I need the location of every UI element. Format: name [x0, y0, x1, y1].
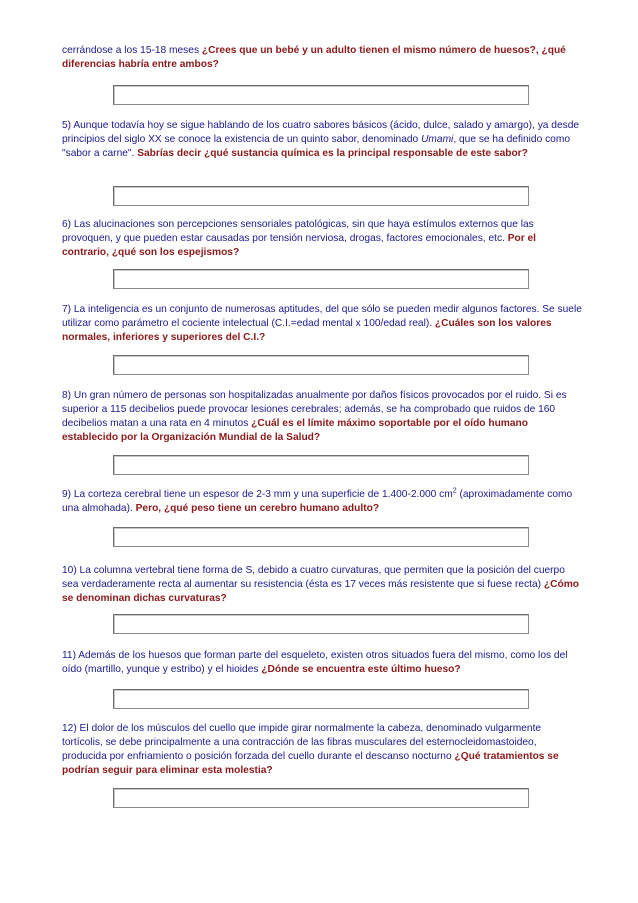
answer-field-5[interactable]	[113, 186, 529, 206]
question-6-text: 6) Las alucinaciones son percepciones sensoriales patológicas, sin que haya estímulos externos que las provoquen, y que pueden estar causadas por tensión nerviosa, drogas, factores emocionales, etc. Por el contrario, ¿qué son los espejismos?	[62, 219, 537, 258]
question-7-text: 7) La inteligencia es un conjunto de numerosas aptitudes, del que sólo se pueden medir algunos factores. Se suele utilizar como parámetro el cociente intelectual (C.I.=edad mental x 100/edad real). ¿Cuáles son los valores normales, inferiores y superiores del C.I.?	[62, 304, 582, 343]
question-4-text: cerrándose a los 15-18 meses ¿Crees que un bebé y un adulto tienen el mismo número de huesos?, ¿qué diferencias habría entre ambos?	[62, 45, 566, 70]
answer-field-8[interactable]	[113, 455, 529, 475]
answer-field-10[interactable]	[113, 614, 529, 634]
answer-field-9[interactable]	[113, 527, 529, 547]
answer-field-4[interactable]	[113, 85, 529, 105]
question-8-text: 8) Un gran número de personas son hospitalizadas anualmente por daños físicos provocados por el ruido. Si es superior a 115 decibelios puede provocar lesiones cerebrales; además, se ha comprobado que ruidos de 160 decibelios matan a una rata en 4 minutos ¿Cuál es el límite máximo soportable por el oído humano establecido por la Organización Mundial de la Salud?	[62, 390, 567, 443]
question-11-text: 11) Además de los huesos que forman parte del esqueleto, existen otros situados fuera del mismo, como los del oído (martillo, yunque y estribo) y el hioides ¿Dónde se encuentra este último hueso?	[62, 650, 568, 675]
answer-field-7[interactable]	[113, 355, 529, 375]
question-10-text: 10) La columna vertebral tiene forma de S, debido a cuatro curvaturas, que permiten que la posición del cuerpo sea verdaderamente recta al aumentar su resistencia (ésta es 17 veces más resistente que si fuese recta) ¿Cómo se denominan dichas curvaturas?	[62, 565, 579, 604]
question-5-text: 5) Aunque todavía hoy se sigue hablando de los cuatro sabores básicos (ácido, dulce, salado y amargo), ya desde principios del siglo XX se conoce la existencia de un quinto sabor, denominado Umami, que se ha definido como "sabor a carne". Sabrías decir ¿qué sustancia química es la principal responsable de este sabor?	[62, 120, 580, 159]
answer-field-6[interactable]	[113, 269, 529, 289]
question-9-text: 9) La corteza cerebral tiene un espesor de 2-3 mm y una superficie de 1.400-2.000 $cm^2$ (aproximadamente como una almohada). Pero, ¿qué peso tiene un cerebro humano adulto?	[62, 487, 573, 514]
answer-field-12[interactable]	[113, 788, 529, 808]
question-12-text: 12) El dolor de los músculos del cuello que impide girar normalmente la cabeza, denominado vulgarmente tortícolis, se debe principalmente a una contracción de las fibras musculares del esternocleidomastoideo, producida por enfriamiento o posición forzada del cuello durante el descanso nocturno ¿Qué tratamientos se podrían seguir para eliminar esta molestia?	[62, 723, 559, 776]
answer-field-11[interactable]	[113, 689, 529, 709]
